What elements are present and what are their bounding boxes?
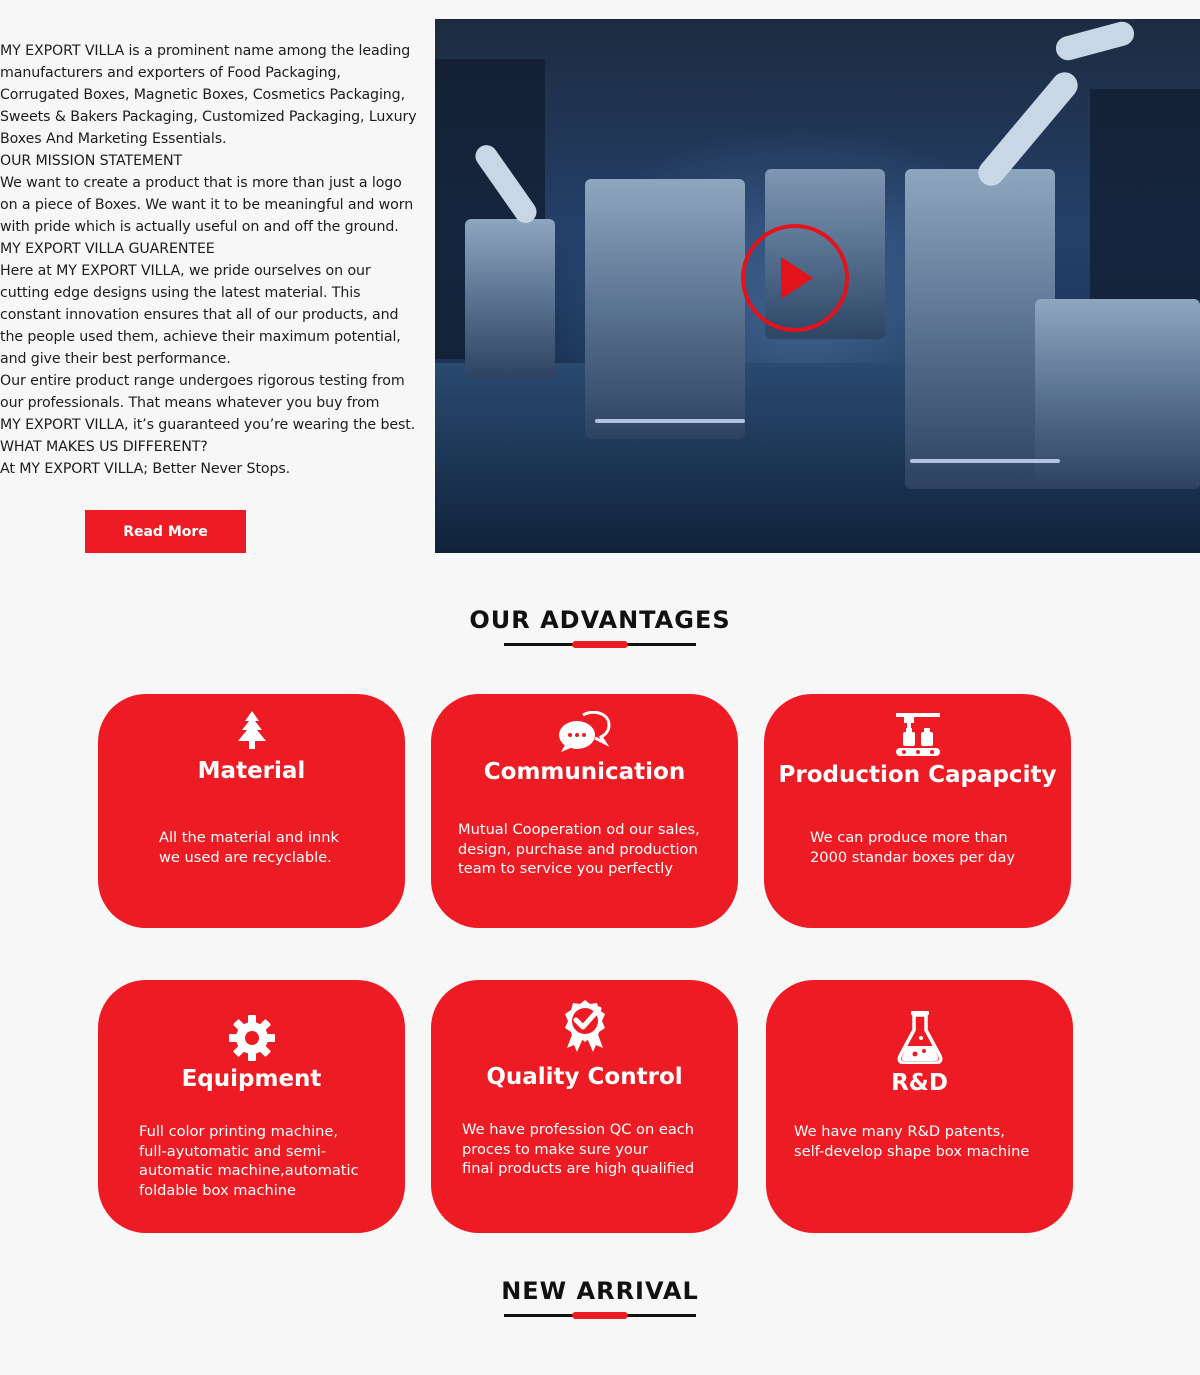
card-desc: Mutual Cooperation od our sales, design, purchase and production team to service you perfectly [458, 821, 700, 877]
video-light [910, 459, 1060, 463]
different-text: At MY EXPORT VILLA; Better Never Stops. [0, 461, 291, 477]
video-machine [905, 169, 1055, 489]
new-arrival-title: NEW ARRIVAL [501, 1277, 699, 1305]
card-title: Material [197, 758, 306, 784]
mission-heading: OUR MISSION STATEMENT [0, 153, 183, 169]
card-desc: We have many R&D patents, self-develop shape box machine [794, 1123, 1030, 1160]
card-title: Equipment [181, 1066, 322, 1092]
about-text [0, 40, 420, 480]
about-intro: MY EXPORT VILLA is a prominent name among the leading manufacturers and exporters of Food Packaging, Corrugated Boxes, Magnetic Boxes, Cosmetics Packaging, Sweets & Bakers Packaging, Customized Packaging, Luxury Boxes And Marketing Essentials. [0, 43, 417, 147]
advantage-card-equipment [98, 980, 405, 1233]
card-desc: We have profession QC on each proces to make sure your final products are high qualified [462, 1121, 695, 1177]
advantages-underline [504, 643, 696, 646]
mission-text: We want to create a product that is more than just a logo on a piece of Boxes. We want it to be meaningful and worn with pride which is actually useful on and off the ground. [0, 175, 414, 235]
quality-badge-icon [561, 998, 609, 1054]
video-light [595, 419, 745, 423]
chat-bubbles-icon [557, 711, 613, 753]
new-arrival-underline [504, 1314, 696, 1317]
card-title: Quality Control [486, 1064, 683, 1090]
factory-video[interactable] [435, 19, 1200, 553]
video-robot-arm [1053, 19, 1136, 63]
testing-text-2: MY EXPORT VILLA, it’s guaranteed you’re wearing the best. [0, 417, 416, 433]
advantage-card-production [764, 694, 1071, 928]
flask-icon [897, 1010, 943, 1064]
play-icon [773, 253, 817, 303]
guarantee-heading: MY EXPORT VILLA GUARENTEE [0, 241, 215, 257]
card-desc: All the material and innk we used are recyclable. [159, 829, 339, 866]
advantage-card-material [98, 694, 405, 928]
advantages-title: OUR ADVANTAGES [469, 606, 731, 634]
testing-text: Our entire product range undergoes rigorous testing from our professionals. That means whatever you buy from [0, 373, 405, 411]
card-title: Communication [483, 759, 686, 785]
card-desc: We can produce more than 2000 standar boxes per day [810, 829, 1016, 866]
production-line-icon [894, 712, 942, 758]
play-button[interactable] [741, 224, 849, 332]
advantage-card-rnd [766, 980, 1073, 1233]
card-title: R&D [891, 1070, 948, 1096]
advantage-card-communication [431, 694, 738, 928]
video-machine [465, 219, 555, 379]
gear-icon [228, 1014, 276, 1062]
card-desc: Full color printing machine, full-ayutomatic and semi- automatic machine,automatic foldable box machine [139, 1123, 359, 1199]
tree-icon [235, 710, 269, 750]
guarantee-text: Here at MY EXPORT VILLA, we pride ourselves on our cutting edge designs using the latest material. This constant innovation ensures that all of our products, and the people used them, achieve their maximum potential, and give their best performance. [0, 263, 401, 367]
read-more-button[interactable]: Read More [85, 510, 246, 553]
card-title: Production Capapcity [778, 762, 1057, 788]
video-machine [585, 179, 745, 439]
advantage-card-quality [431, 980, 738, 1233]
different-heading: WHAT MAKES US DIFFERENT? [0, 439, 208, 455]
